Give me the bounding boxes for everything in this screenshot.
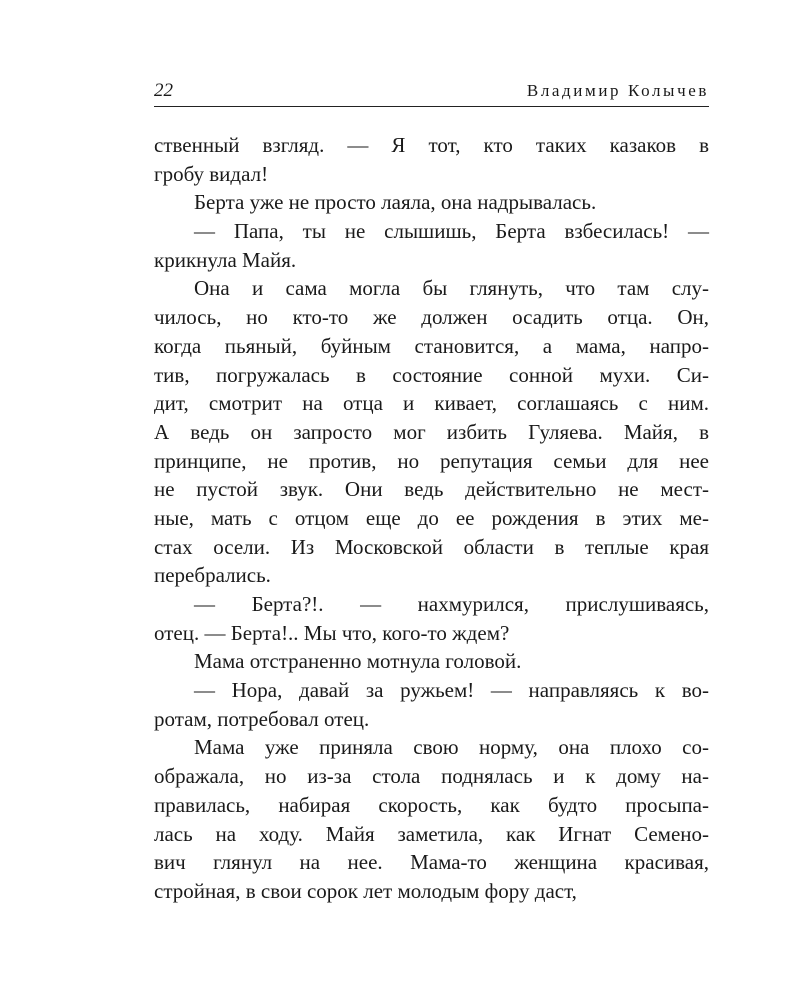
text-line: правилась, набирая скорость, как будто просыпа-: [154, 792, 709, 817]
paragraph: [154, 647, 709, 676]
paragraph: [154, 188, 709, 217]
text-line: Она и сама могла бы глянуть, что там слу-: [194, 276, 709, 301]
header-author: Владимир Колычев: [526, 81, 709, 100]
text-line: когда пьяный, буйным становится, а мама, напро-: [154, 333, 709, 358]
body-text: [154, 131, 709, 906]
paragraph: [154, 274, 709, 590]
text-line: отец. — Берта!.. Мы что, кого-то ждем?: [154, 620, 510, 645]
text-line: перебрались.: [154, 563, 271, 588]
text-line: ственный взгляд. — Я тот, кто таких казаков в: [154, 133, 709, 157]
page-number: 22: [154, 80, 173, 101]
text-line: крикнула Майя.: [154, 247, 297, 272]
paragraph: [154, 733, 709, 905]
text-line: тив, погружалась в состояние сонной мухи. Си-: [154, 362, 709, 387]
text-line: не пустой звук. Они ведь действительно не мест-: [154, 477, 709, 502]
running-header: [154, 78, 709, 106]
text-line: Мама уже приняла свою норму, она плохо со-: [194, 735, 709, 760]
paragraph: [154, 131, 709, 188]
text-line: Мама отстраненно мотнула головой.: [194, 649, 522, 674]
text-line: — Папа, ты не слышишь, Берта взбесилась! —: [194, 219, 709, 244]
paragraph: [154, 590, 709, 647]
book-page: [154, 0, 709, 1000]
text-line: — Нора, давай за ружьем! — направляясь к во-: [194, 678, 709, 703]
text-line: чилось, но кто-то же должен осадить отца. Он,: [154, 305, 709, 330]
text-line: ные, мать с отцом еще до ее рождения в этих ме-: [154, 505, 709, 530]
text-line: вич глянул на нее. Мама-то женщина красивая,: [154, 850, 709, 875]
header-rule: [154, 106, 709, 107]
text-line: принципе, не против, но репутация семьи для нее: [154, 448, 709, 473]
text-line: Берта уже не просто лаяла, она надрывалась.: [194, 190, 597, 215]
paragraph: [154, 217, 709, 274]
text-line: дит, смотрит на отца и кивает, соглашаясь с ним.: [154, 391, 709, 416]
text-line: гробу видал!: [154, 161, 269, 186]
text-line: стах осели. Из Московской области в теплые края: [154, 534, 709, 559]
text-line: А ведь он запросто мог избить Гуляева. Майя, в: [154, 419, 709, 444]
text-line: ротам, потребовал отец.: [154, 706, 370, 731]
text-line: лась на ходу. Майя заметила, как Игнат Семено-: [154, 821, 709, 846]
paragraph: [154, 676, 709, 733]
text-line: стройная, в свои сорок лет молодым фору даст,: [154, 878, 577, 903]
text-line: — Берта?!. — нахмурился, прислушиваясь,: [194, 592, 709, 616]
text-line: ображала, но из-за стола поднялась и к дому на-: [154, 764, 709, 789]
